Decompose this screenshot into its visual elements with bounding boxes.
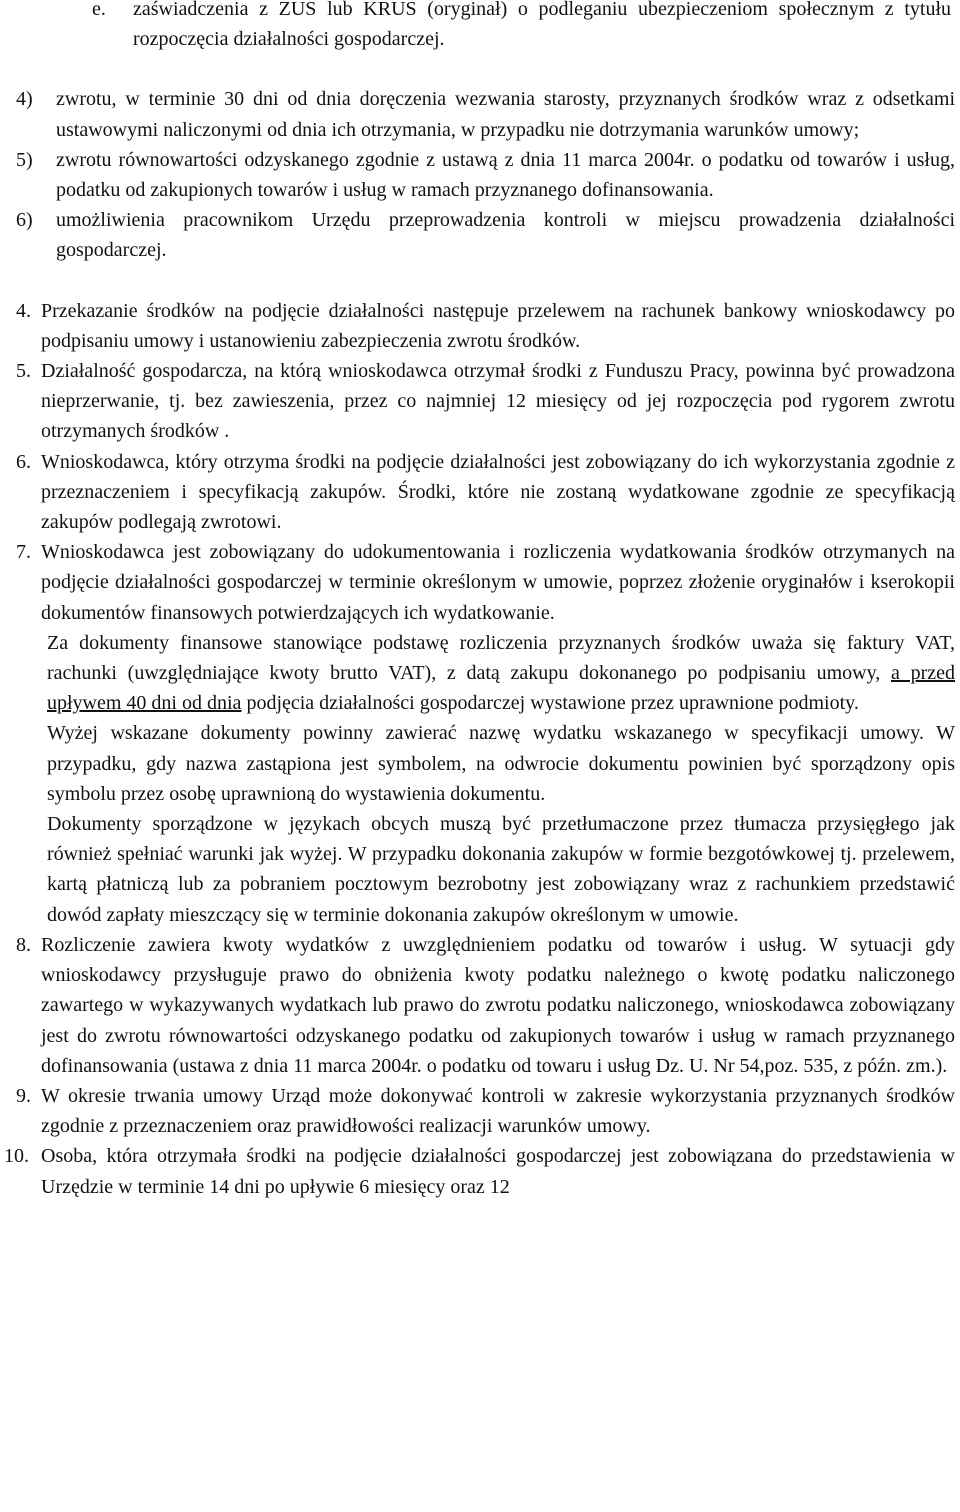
item-6 — [0, 447, 955, 538]
item-7-paragraph-3 — [47, 809, 955, 930]
spacer — [0, 54, 960, 84]
subitem-e — [0, 0, 951, 54]
subitem-marker: 5) — [16, 148, 33, 171]
item-7-paragraph-2 — [47, 718, 955, 809]
subitem-text: zwrotu, w terminie 30 dni od dnia doręczenia wezwania starosty, przyznanych środków wraz z odsetkami ustawowymi naliczonymi od dnia ich otrzymania, w przypadku nie dotrzymania warunków umowy; — [56, 88, 955, 141]
item-7-paragraph-1 — [47, 628, 955, 719]
item-4 — [0, 296, 955, 356]
subitem-4 — [0, 84, 955, 144]
item-text: Wnioskodawca, który otrzyma środki na podjęcie działalności jest zobowiązany do ich wykorzystania zgodnie z przeznaczeniem i specyfikacją zakupów. Środki, które nie zostaną wydatkowane zgodnie ze specyfikacją zakupów podlegają zwrotowi. — [41, 450, 955, 534]
subitem-5 — [0, 145, 955, 205]
item-5 — [0, 356, 955, 447]
subitem-text: zaświadczenia z ZUS lub KRUS (oryginał) o podleganiu ubezpieczeniom społecznym z tytułu rozpoczęcia działalności gospodarczej. — [133, 0, 951, 51]
subitem-text: zwrotu równowartości odzyskanego zgodnie z ustawą z dnia 11 marca 2004r. o podatku od towarów i usług, podatku od zakupionych towarów i usług w ramach przyznanego dofinansowania. — [56, 148, 955, 202]
spacer — [0, 266, 960, 296]
item-marker: 10. — [4, 1145, 29, 1168]
underlined-phrase: a przed upływem 40 dni od dnia — [47, 662, 955, 715]
item-marker: 6. — [16, 450, 31, 473]
item-marker: 4. — [16, 299, 31, 322]
item-text: Działalność gospodarcza, na którą wnioskodawca otrzymał środki z Funduszu Pracy, powinna być prowadzona nieprzerwanie, tj. bez zawieszenia, przez co najmniej 12 miesięcy od jej rozpoczęcia pod rygorem zwrotu otrzymanych środków . — [41, 360, 955, 443]
item-text: Rozliczenie zawiera kwoty wydatków z uwzględnieniem podatku od towarów i usług. W sytuacji gdy wnioskodawcy przysługuje prawo do obniżenia kwoty podatku należnego o kwotę podatku naliczonego zawartego w wykazywanych wydatkach lub prawo do zwrotu podatku naliczonego, wnioskodawca zobowiązany jest do zwrotu równowartości odzyskanego podatku od zakupionych towarów i usług w ramach przyznanego dofinansowania (ustawa z dnia 11 marca 2004r. o podatku od towaru i usług Dz. U. Nr 54,poz. 535, z późn. zm.). — [41, 933, 955, 1077]
subitem-text: umożliwienia pracownikom Urzędu przeprowadzenia kontroli w miejscu prowadzenia działalności gospodarczej. — [56, 209, 955, 262]
item-marker: 7. — [16, 541, 31, 564]
item-text: W okresie trwania umowy Urząd może dokonywać kontroli w zakresie wykorzystania przyznanych środków zgodnie z przeznaczeniem oraz prawidłowości realizacji warunków umowy. — [41, 1084, 955, 1138]
item-8 — [0, 930, 955, 1081]
item-10 — [0, 1141, 955, 1201]
item-7 — [0, 537, 955, 930]
subitem-6 — [0, 205, 955, 265]
paragraph-text: Wyżej wskazane dokumenty powinny zawierać nazwę wydatku wskazanego w specyfikacji umowy. W przypadku, gdy nazwa zastąpiona jest symbolem, na odwrocie dokumentu powinien być sporządzony opis symbolu przez osobę uprawnioną do wystawienia dokumentu. — [47, 722, 955, 805]
item-text: Przekazanie środków na podjęcie działalności następuje przelewem na rachunek bankowy wnioskodawcy po podpisaniu umowy i ustanowieniu zabezpieczenia zwrotu środków. — [41, 299, 955, 352]
subitem-marker: 6) — [16, 209, 33, 232]
paragraph-text: podjęcia działalności gospodarczej wystawione przez uprawnione podmioty. — [241, 692, 859, 715]
subitem-marker: 4) — [16, 88, 33, 111]
item-marker: 5. — [16, 360, 31, 383]
item-marker: 9. — [16, 1084, 31, 1107]
paragraph-text: Dokumenty sporządzone w językach obcych muszą być przetłumaczone przez tłumacza przysięgłego jak również spełniać warunki jak wyżej. W przypadku dokonania zakupów w formie bezgotówkowej tj. przelewem, kartą płatniczą lub za pobraniem pocztowym bezrobotny jest zobowiązany wraz z rachunkiem przedstawić dowód zapłaty mieszczący się w terminie dokonania zakupów określonym w umowie. — [47, 813, 955, 926]
paragraph-text: Za dokumenty finansowe stanowiące podstawę rozliczenia przyznanych środków uważa się faktury VAT, rachunki (uwzględniające kwoty brutto VAT), z datą zakupu dokonanego po podpisaniu umowy, — [47, 631, 955, 685]
subitem-marker: e. — [92, 0, 106, 20]
item-text: Wnioskodawca jest zobowiązany do udokumentowania i rozliczenia wydatkowania środków otrzymanych na podjęcie działalności gospodarczej w terminie określonym w umowie, poprzez złożenie oryginałów i kserokopii dokumentów finansowych potwierdzających ich wydatkowanie. — [41, 541, 955, 624]
item-text: Osoba, która otrzymała środki na podjęcie działalności gospodarczej jest zobowiązana do przedstawienia w Urzędzie w terminie 14 dni po upływie 6 miesięcy oraz 12 — [41, 1145, 955, 1198]
item-9 — [0, 1081, 955, 1141]
item-marker: 8. — [16, 933, 31, 956]
